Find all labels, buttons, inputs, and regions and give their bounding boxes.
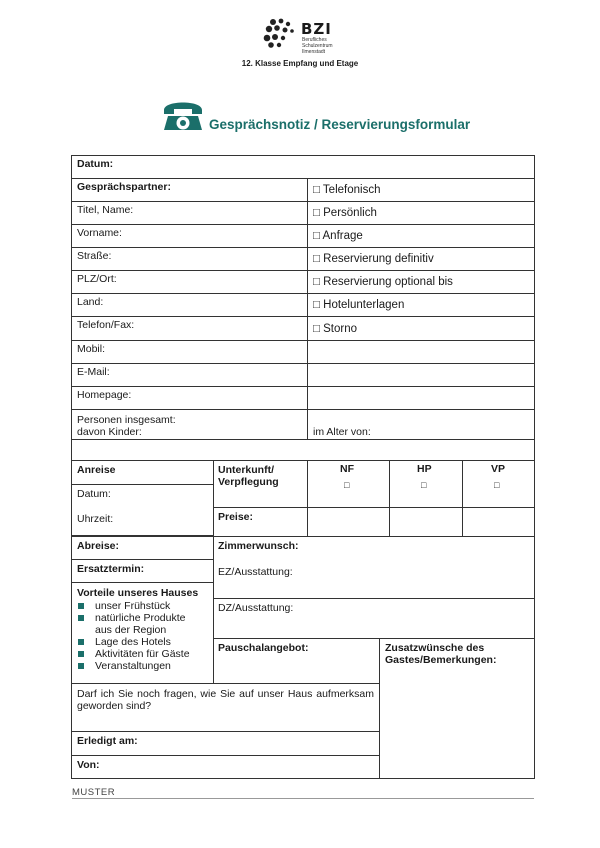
alter-label: im Alter von: bbox=[313, 426, 371, 438]
telefon-fax-label: Telefon/Fax: bbox=[77, 319, 135, 331]
erledigt-label: Erledigt am: bbox=[77, 735, 138, 747]
dz-label: DZ/Ausstattung: bbox=[218, 602, 294, 614]
preise-label: Preise: bbox=[218, 511, 254, 523]
preise-vp-field[interactable] bbox=[462, 507, 535, 537]
homepage-label: Homepage: bbox=[77, 389, 132, 401]
plz-ort-label: PLZ/Ort: bbox=[77, 273, 117, 285]
anreise-label: Anreise bbox=[77, 464, 116, 476]
zusatz-label: Zusatzwünsche des Gastes/Bemerkungen: bbox=[385, 642, 497, 666]
homepage-right-field[interactable] bbox=[307, 386, 535, 410]
logo-text: BZI bbox=[301, 20, 332, 38]
personen-label: Personen insgesamt: bbox=[77, 414, 176, 426]
email-right-field[interactable] bbox=[307, 363, 535, 387]
gespraechspartner-label: Gesprächspartner: bbox=[77, 181, 171, 193]
vorname-label: Vorname: bbox=[77, 227, 122, 239]
list-item: Veranstaltungen bbox=[77, 660, 205, 672]
zimmerwunsch-label: Zimmerwunsch: bbox=[218, 540, 299, 552]
von-label: Von: bbox=[77, 759, 100, 771]
email-label: E-Mail: bbox=[77, 366, 110, 378]
kinder-label: davon Kinder: bbox=[77, 426, 142, 438]
anreise-uhrzeit-label: Uhrzeit: bbox=[77, 513, 114, 525]
mobil-right-field[interactable] bbox=[307, 340, 535, 364]
nf-label: NF bbox=[340, 463, 354, 475]
anreise-datum-label: Datum: bbox=[77, 488, 111, 500]
hp-label: HP bbox=[417, 463, 432, 475]
bullet-square-icon bbox=[78, 603, 84, 609]
mobil-field[interactable] bbox=[71, 340, 308, 364]
option-telefonisch-label: □ Telefonisch bbox=[313, 184, 381, 196]
option-hotelunterlagen-label: □ Hotelunterlagen bbox=[313, 299, 405, 311]
class-line: 12. Klasse Empfang und Etage bbox=[241, 59, 359, 68]
datum-label: Datum: bbox=[77, 158, 114, 170]
logo-subtext: Berufliches Schulzentrum Ilmenstadt bbox=[302, 37, 333, 55]
preise-hp-field[interactable] bbox=[389, 507, 463, 537]
bullet-square-icon bbox=[78, 639, 84, 645]
bzi-logo-mark bbox=[263, 18, 297, 48]
titel-name-label: Titel, Name: bbox=[77, 204, 134, 216]
vp-checkbox[interactable]: □ bbox=[494, 480, 500, 490]
option-anfrage-label: □ Anfrage bbox=[313, 230, 363, 242]
land-label: Land: bbox=[77, 296, 104, 308]
strasse-label: Straße: bbox=[77, 250, 112, 262]
ez-label: EZ/Ausstattung: bbox=[218, 566, 293, 578]
land-field[interactable] bbox=[71, 293, 308, 317]
muster-footer: MUSTER bbox=[72, 787, 116, 798]
mobil-label: Mobil: bbox=[77, 343, 106, 355]
bullet-square-icon bbox=[78, 615, 84, 621]
list-item: Aktivitäten für Gäste bbox=[77, 648, 205, 660]
bullet-square-icon bbox=[78, 651, 84, 657]
von-field[interactable] bbox=[71, 755, 380, 779]
ersatztermin-label: Ersatztermin: bbox=[77, 563, 145, 575]
list-item: natürliche Produkte aus der Region bbox=[77, 612, 205, 636]
preise-nf-field[interactable] bbox=[307, 507, 390, 537]
phone-icon bbox=[162, 96, 204, 132]
abreise-label: Abreise: bbox=[77, 540, 120, 552]
list-item: unser Frühstück bbox=[77, 600, 205, 612]
datum-row[interactable] bbox=[71, 155, 535, 179]
footer-divider bbox=[72, 798, 534, 799]
vorteile-title: Vorteile unseres Hauses bbox=[77, 587, 199, 599]
vorteile-list bbox=[77, 600, 205, 672]
option-reservierung-definitiv-label: □ Reservierung definitiv bbox=[313, 253, 434, 265]
nf-checkbox[interactable]: □ bbox=[344, 480, 350, 490]
frage-label: Darf ich Sie noch fragen, wie Sie auf unser Haus aufmerksam geworden sind? bbox=[77, 688, 374, 712]
pauschal-label: Pauschalangebot: bbox=[218, 642, 309, 654]
spacer-row bbox=[71, 439, 535, 461]
option-persoenlich-label: □ Persönlich bbox=[313, 207, 377, 219]
hp-checkbox[interactable]: □ bbox=[421, 480, 427, 490]
option-reservierung-optional-label: □ Reservierung optional bis bbox=[313, 276, 453, 288]
vp-label: VP bbox=[491, 463, 506, 475]
bullet-square-icon bbox=[78, 663, 84, 669]
option-storno-label: □ Storno bbox=[313, 323, 358, 335]
form-title: Gesprächsnotiz / Reservierungsformular bbox=[209, 117, 471, 132]
list-item: Lage des Hotels bbox=[77, 636, 205, 648]
unterkunft-label: Unterkunft/ Verpflegung bbox=[218, 464, 279, 488]
